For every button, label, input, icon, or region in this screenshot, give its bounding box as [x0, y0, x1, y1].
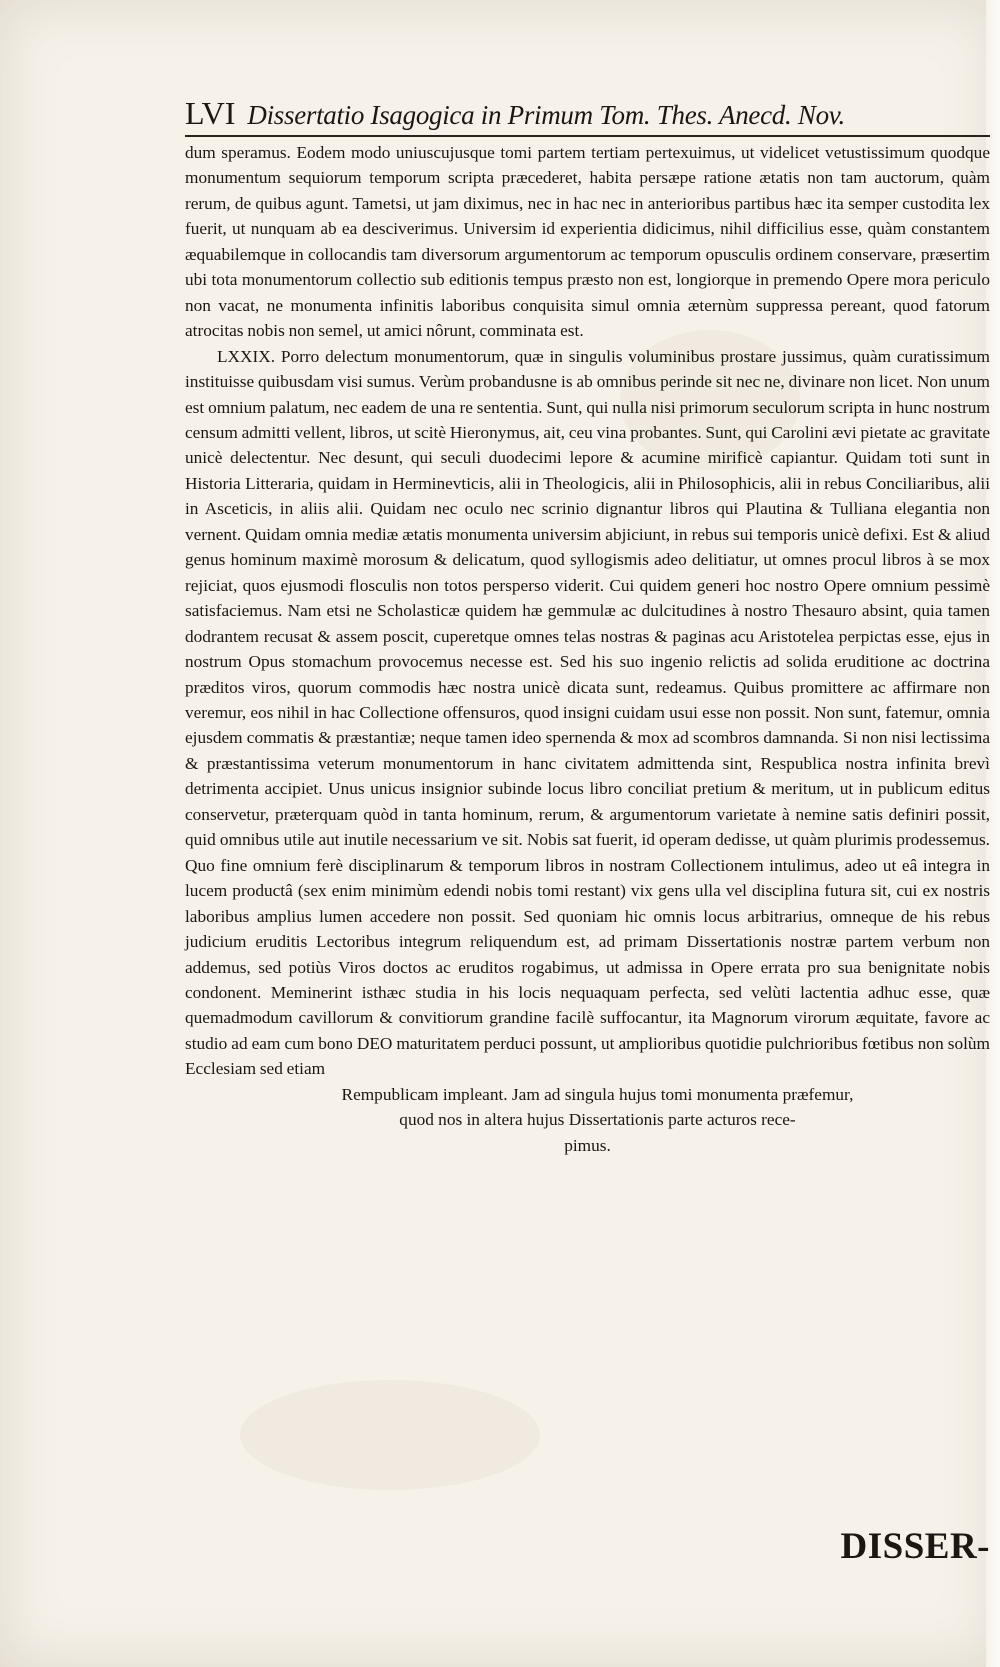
paragraph-lxxix: LXXIX. Porro delectum monumentorum, quæ in singulis voluminibus prostare jussimus, quàm curatissimum instituisse quibusdam visi sumus. Verùm probandusne is ab omnibus perinde sit nec ne, divinare non licet. Non unum est omnium palatum, nec eadem de una re sententia. Sunt, qui nulla nisi primorum seculorum scripta in hunc nostrum censum admitti vellent, libros, ut scitè Hieronymus, ait, ceu vina probantes. Sunt, qui Carolini ævi pietate ac gravitate unicè delectentur. Nec desunt, qui seculi duodecimi lepore & acumine mirificè capiantur. Quidam toti sunt in Historia Litteraria, quidam in Herminevticis, alii in Theologicis, alii in Philosophicis, alii in rebus Conciliaribus, alii in Asceticis, in aliis alii. Quidam nec oculo nec scrinio dignantur libros qui Plautina & Tulliana elegantia non vernent. Quidam omnia mediæ ætatis monumenta universim abjiciunt, in rebus sui temporis unicè defixi. Est & aliud genus hominum maximè morosum & delicatum, quod syllogismis adeo delitiatur, ut omnes procul libros à se mox rejiciat, quos ejusmodi flosculis non totos persperso viderit. Cui quidem generi hoc nostro Opere omnium pessimè satisfaciemus. Nam etsi ne Scholasticæ quidem hæ gemmulæ ac dulcitudines à nostro Thesauro absint, quia tamen dodrantem recusat & assem poscit, cuperetque omnes telas nostras & paginas acu Aristotelea perpictas esse, ejus in nostrum Opus stomachum provocemus necesse est. Sed his suo ingenio relictis ad solida eruditione ac doctrina præditos viros, quorum commodis hæc nostra unicè dicata sunt, redeamus. Quibus promittere ac affirmare non veremur, eos nihil in hac Collectione offensuros, quod insigni cuidam usui esse non possit. Non sunt, fatemur, omnia ejusdem commatis & præstantiæ; neque tamen ideo spernenda & mox ad scombros damnanda. Si non nisi lectissima & præstantissima veterum monumentorum in hanc civitatem admittenda sint, Respublica nostra infinita brevì detrimenta accipiet. Unus unicus insignior subinde locus libro conciliat pretium & meritum, ut in publicum editus conservetur, præterquam quòd in tanta hominum, rerum, & argumentorum varietate à nemine satis definiri possit, quid omnibus utile aut inutile necessarium ve sit. Nobis sat fuerit, id operam dedisse, ut quàm plurimis prodessemus. Quo fine omnium ferè disciplinarum & temporum libros in nostram Collectionem intulimus, adeo ut eâ integra in lucem productâ (sex enim minimùm edendi nobis tomi restant) vix gens ulla vel disciplina futura sit, cui ex nostris laboribus amplius lumen accedere non possit. Sed quoniam hic omnis locus arbitrarius, omneque de his rebus judicium eruditis Lectoribus integrum reliquendum est, ad primam Dissertationis nostræ partem verbum non addemus, sed potiùs Viros doctos ac eruditos rogabimus, ut admissa in Opere errata pro sua benignitate nobis condonent. Meminerint isthæc studia in his locis nequaquam perfecta, sed velùti lactentia adhuc esse, quæ quemadmodum cavillorum & convitiorum grandine facilè suffocantur, ita Magnorum virorum æquitate, favore ac studio ad eam cum bono DEO maturitatem perduci possunt, ut amplioribus quotidie pulchrioribus fœtibus non solùm Ecclesiam sed etiam [185, 346, 990, 1079]
closing-line: Rempublicam impleant. Jam ad singula hujus tomi monumenta præfemur, [341, 1084, 854, 1104]
closing-line: pimus. [564, 1135, 611, 1155]
header-rule [185, 135, 990, 137]
book-page [185, 92, 990, 1567]
paper-stain [240, 1380, 540, 1490]
running-head [185, 92, 990, 134]
page-number: LVI [185, 95, 236, 131]
running-title: Dissertatio Isagogica in Primum Tom. Thes. Anecd. Nov. [247, 100, 845, 130]
paragraph-continuation: dum speramus. Eodem modo uniuscujusque tomi partem tertiam pertexuimus, ut videlicet vetustissimum quodque monumentum sequiorum temporum scripta præcederet, habita persæpe ratione ætatis non tam auctorum, quàm rerum, de quibus agunt. Tametsi, ut jam diximus, nec in hac nec in anterioribus partibus hæc ita semper custodita lex fuerit, ut nunquam ab ea desciverimus. Universim id experientia didicimus, nihil difficilius esse, quàm constantem æquabilemque in collocandis tam diversorum argumentorum ac temporum opusculis ordinem conservare, præsertim ubi tota monumentorum collectio sub editionis tempus præsto non est, longiorque in premendo Opere mora periculo non vacat, ne monumenta infinitis laboribus conquisita simul omnia æternùm suppressa pereant, quod fatorum atrocitas nobis non semel, ut amici nôrunt, comminata est. [185, 143, 990, 341]
catchword: DISSER- [840, 1526, 990, 1567]
closing-line: quod nos in altera hujus Dissertationis parte acturos rece- [399, 1110, 796, 1130]
body-text [185, 140, 990, 1082]
